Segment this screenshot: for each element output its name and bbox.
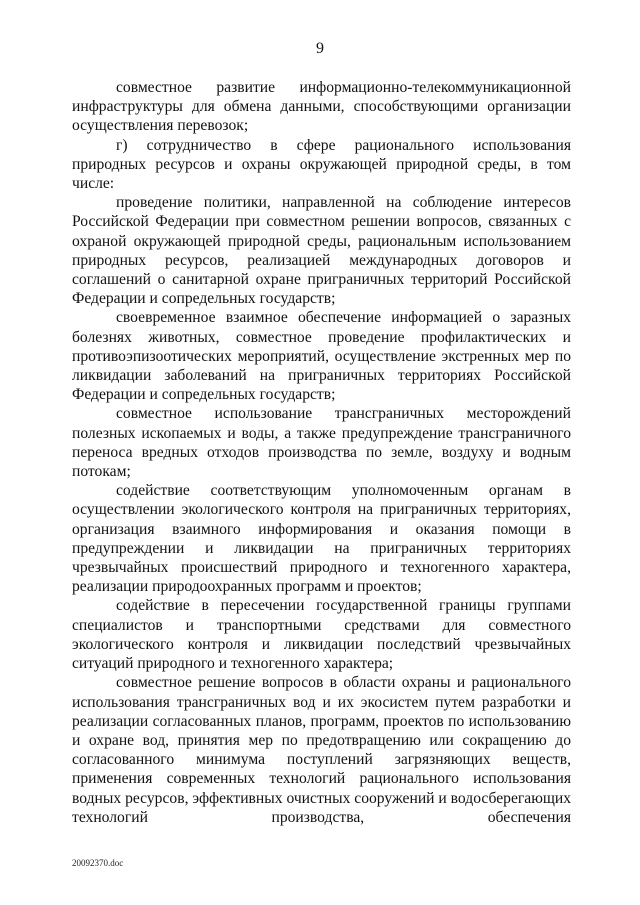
paragraph: проведение политики, направленной на соблюдение интересов Российской Федерации при совместном решении вопросов, связанных с охраной окружающей природной среды, рациональным использованием природных ресурсов, реализацией международных договоров и соглашений о санитарной охране приграничных территорий Российской Федерации и сопредельных государств; [72, 194, 571, 308]
document-body [72, 78, 571, 827]
paragraph: своевременное взаимное обеспечение информацией о заразных болезнях животных, совместное проведение профилактических и противоэпизоотических мероприятий, осуществление экстренных мер по ликвидации заболеваний на приграничных территориях Российской Федерации и сопредельных государств; [72, 309, 571, 404]
paragraph: совместное решение вопросов в области охраны и рационального использования трансграничных вод и их экосистем путем разработки и реализации согласованных планов, программ, проектов по использованию и охране вод, принятия мер по предотвращению или сокращению до согласованного минимума поступлений загрязняющих веществ, применения современных технологий рационального использования водных ресурсов, эффективных очистных сооружений и водосберегающих технологий производства, обеспечения [72, 674, 571, 826]
footer-filename: 20092370.doc [72, 858, 124, 868]
paragraph: г) сотрудничество в сфере рационального использования природных ресурсов и охраны окружающей природной среды, в том числе: [72, 136, 571, 193]
paragraph: содействие в пересечении государственной границы группами специалистов и транспортными средствами для совместного экологического контроля и ликвидации последствий чрезвычайных ситуаций природного и техногенного характера; [72, 597, 571, 673]
paragraph: совместное использование трансграничных месторождений полезных ископаемых и воды, а также предупреждение трансграничного переноса вредных отходов производства по земле, воздуху и водным потокам; [72, 405, 571, 481]
page-number: 9 [316, 40, 324, 57]
paragraph: совместное развитие информационно-телекоммуникационной инфраструктуры для обмена данными, способствующими организации осуществления перевозок; [72, 79, 571, 135]
paragraph: содействие соответствующим уполномоченным органам в осуществлении экологического контроля на приграничных территориях, организация взаимного информирования и оказания помощи в предупреждении и ликвидации на приграничных территориях чрезвычайных происшествий природного и техногенного характера, реализации природоохранных программ и проектов; [72, 482, 571, 596]
